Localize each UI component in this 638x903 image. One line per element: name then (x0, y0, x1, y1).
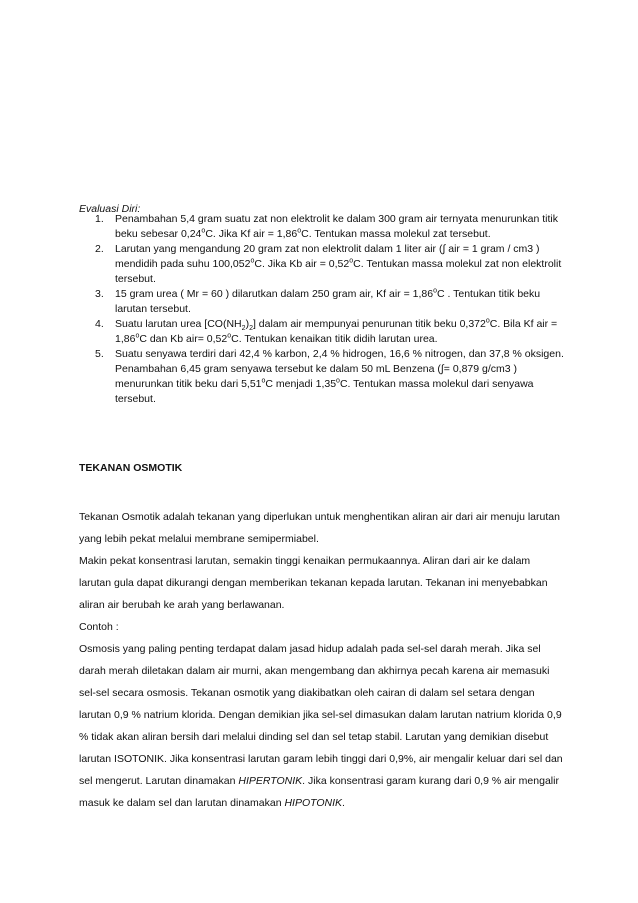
item-text: C. Jika Kb air = 0,52 (254, 258, 350, 270)
list-item (79, 317, 565, 347)
degree-sup: o (250, 257, 255, 265)
item-number: 5. (95, 348, 104, 360)
item-text: C. Tentukan kenaikan titik didih larutan urea. (231, 333, 438, 345)
item-text: ] dalam air mempunyai penurunan titik beku 0,372 (252, 318, 486, 330)
degree-sup: o (485, 317, 490, 325)
item-text: Larutan yang mengandung 20 gram zat non elektrolit dalam 1 liter air (∫ air = 1 gram / cm3 ) mendidih pada suhu 100,052 (115, 243, 540, 270)
list-item (79, 212, 565, 242)
item-text: C dan Kb air= 0,52 (139, 333, 228, 345)
degree-sup: o (227, 332, 232, 340)
degree-sup: o (336, 377, 340, 385)
paragraph: Contoh : (79, 621, 119, 633)
item-text: Penambahan 5,4 gram suatu zat non elektrolit ke dalam 300 gram air ternyata menurunkan titik beku sebesar 0,24 (115, 213, 558, 240)
section-title: TEKANAN OSMOTIK (79, 462, 183, 474)
paragraph-text: . (342, 797, 345, 809)
subscript: 2 (241, 325, 246, 333)
item-number: 3. (95, 288, 104, 300)
item-text: C menjadi 1,35 (265, 378, 337, 390)
item-text: C. Bila Kf air = 1,86 (115, 318, 558, 345)
paragraph-text: Osmosis yang paling penting terdapat dalam jasad hidup adalah pada sel-sel darah merah. Jika sel darah merah diletakan dalam air murni, akan mengembang dan akhirnya pecah karena air memasuki sel-sel secara osmosis. Tekanan osmotik yang diakibatkan oleh cairan di dalam sel setara dengan larutan 0,9 % natrium klorida. Dengan demikian jika sel-sel dimasukan dalam larutan natrium klorida 0,9 % tidak akan aliran bersih dari melalui dinding sel dan sel tetap stabil. Larutan yang demikian disebut larutan ISOTONIK. Jika konsentrasi larutan garam lebih tinggi dari 0,9%, air mengalir keluar dari sel dan sel mengerut. Larutan dinamakan (79, 643, 563, 787)
emphasis-term: HIPOTONIK (284, 797, 343, 809)
paragraph-text: . Jika konsentrasi garam kurang dari 0,9 % air mengalir masuk ke dalam sel dan larutan dinamakan (79, 775, 559, 809)
item-text: C. Tentukan massa molekul zat tersebut. (301, 228, 491, 240)
paragraph: Makin pekat konsentrasi larutan, semakin tinggi kenaikan permukaannya. Aliran dari air ke dalam larutan gula dapat dikurangi dengan memberikan tekanan kepada larutan. Tekanan ini menyebabkan aliran air berubah ke arah yang berlawanan. (79, 555, 548, 611)
item-text: 15 gram urea ( Mr = 60 ) dilarutkan dalam 250 gram air, Kf air = 1,86 (115, 288, 434, 300)
item-number: 4. (95, 318, 104, 330)
list-item (79, 242, 565, 287)
item-text: C. Tentukan massa molekul zat non elektrolit tersebut. (115, 258, 562, 285)
emphasis-term: HIPERTONIK (238, 775, 303, 787)
list-item (79, 347, 565, 407)
item-text: C. Jika Kf air = 1,86 (205, 228, 298, 240)
degree-sup: o (349, 257, 354, 265)
item-text: Suatu senyawa terdiri dari 42,4 % karbon, 2,4 % hidrogen, 16,6 % nitrogen, dan 37,8 % oksigen. Penambahan 6,45 gram senyawa tersebut ke dalam 50 mL Benzena (∫= 0,879 g/cm3 ) menurunkan titik beku dari 5,51 (115, 348, 564, 390)
degree-sup: o (433, 287, 437, 295)
degree-sup: o (297, 227, 302, 235)
degree-sup: o (201, 227, 206, 235)
item-text: ) (245, 318, 250, 330)
degree-sup: o (135, 332, 140, 340)
item-text: C. Tentukan massa molekul dari senyawa tersebut. (115, 378, 534, 405)
item-text: Suatu larutan urea [CO(NH (115, 318, 242, 330)
subscript: 2 (249, 325, 253, 333)
degree-sup: o (261, 377, 266, 385)
item-number: 2. (95, 243, 104, 255)
section-body (79, 506, 565, 814)
list-item (79, 287, 565, 317)
paragraph (79, 638, 565, 814)
item-text: C . Tentukan titik beku larutan tersebut. (115, 288, 541, 315)
paragraph: Tekanan Osmotik adalah tekanan yang diperlukan untuk menghentikan aliran air dari air menuju larutan yang lebih pekat melalui membrane semipermiabel. (79, 511, 560, 545)
item-number: 1. (95, 213, 104, 225)
evaluasi-list (79, 212, 565, 407)
evaluasi-title: Evaluasi Diri: (79, 203, 141, 215)
